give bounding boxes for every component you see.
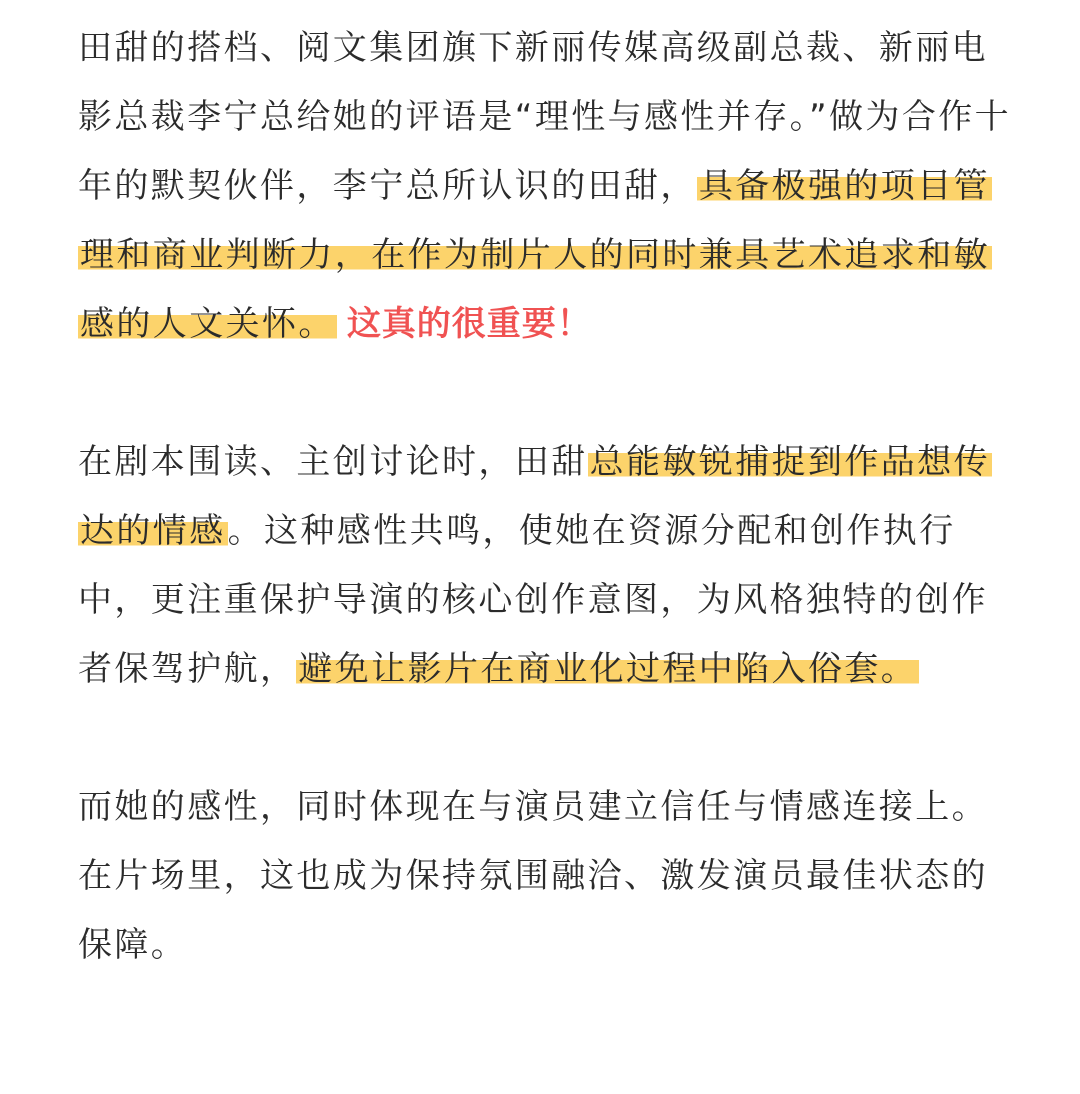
highlighted-phrase: 总能敏锐捕捉到作品想传达的情感 <box>80 442 991 551</box>
highlighted-phrase: 具备极强的项目管理和商业判断力，在作为制片人的同时兼具艺术追求和敏感的人文关怀。 <box>80 166 991 344</box>
article-body <box>78 14 1018 980</box>
highlighted-phrase: 避免让影片在商业化过程中陷入俗套。 <box>298 649 918 689</box>
paragraph-3 <box>78 773 1018 980</box>
paragraph-1 <box>78 14 1018 359</box>
paragraph-2-text: 。这种感性共鸣，使她在资源分配和创作执行中，更注重保护导演的核心创作意图，为风格独特的创作者保驾护航， <box>78 511 988 689</box>
paragraph-1-text: 田甜的搭档、阅文集团旗下新丽传媒高级副总裁、新丽电影总裁李宁总给她的评语是“理性与感性并存。”做为合作十年的默契伙伴，李宁总所认识的田甜， <box>78 28 1012 206</box>
paragraph-2 <box>78 428 1018 704</box>
paragraph-2-text: 在剧本围读、主创讨论时，田甜 <box>78 442 588 482</box>
paragraph-3-text: 而她的感性，同时体现在与演员建立信任与情感连接上。在片场里，这也成为保持氛围融洽、激发演员最佳状态的保障。 <box>78 787 988 965</box>
handwritten-annotation: 这真的很重要！ <box>346 304 592 344</box>
